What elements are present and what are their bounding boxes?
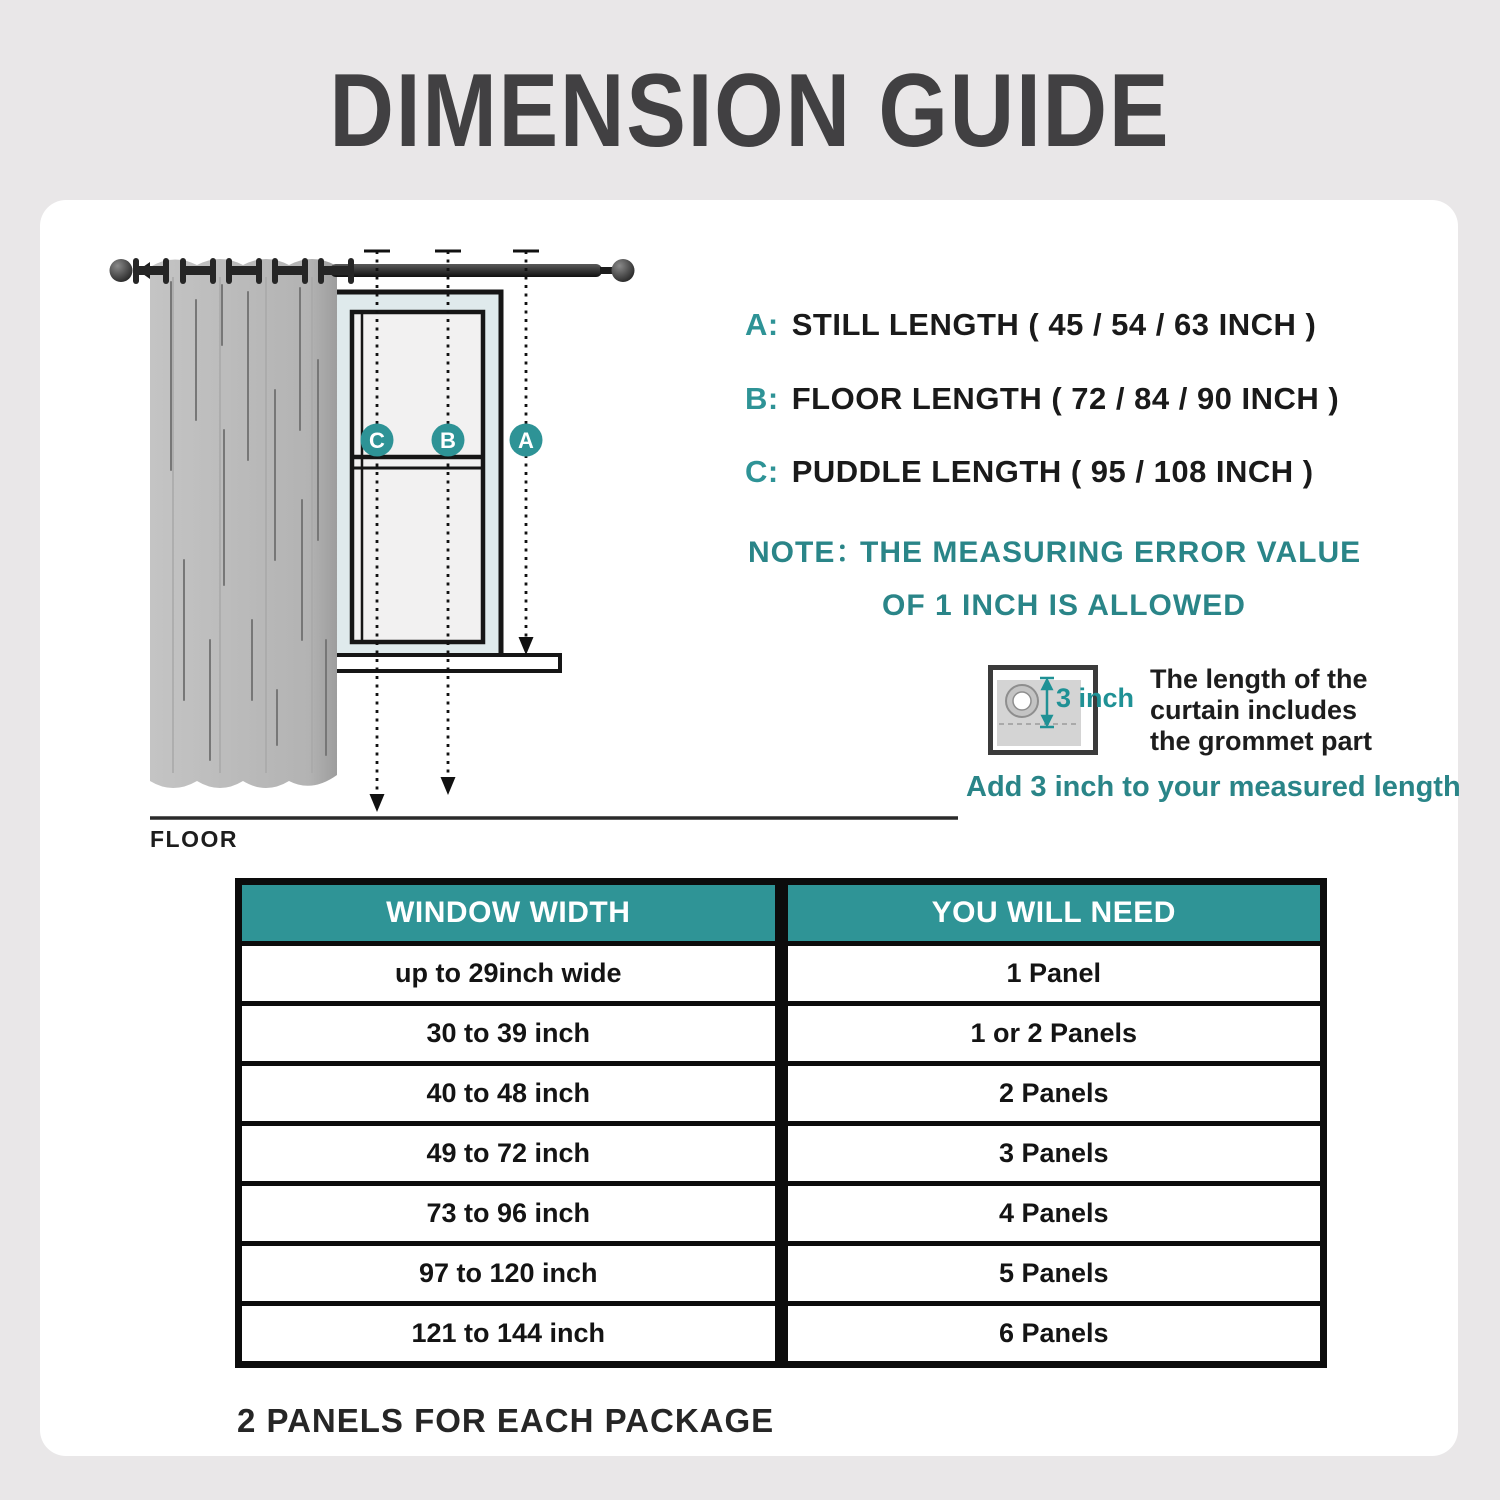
table-row [239, 1244, 1324, 1304]
table-row [239, 1064, 1324, 1124]
window-width-value: 30 to 39 inch [239, 1004, 782, 1064]
legend-line-a [745, 308, 1316, 342]
panels-needed-value: 1 Panel [781, 944, 1324, 1004]
window-width-value: 73 to 96 inch [239, 1184, 782, 1244]
arrowhead-a [519, 637, 534, 655]
legend-prefix-c: C: [745, 454, 779, 489]
table-row [239, 1304, 1324, 1365]
package-note: 2 PANELS FOR EACH PACKAGE [237, 1402, 775, 1439]
panels-needed-value: 2 Panels [781, 1064, 1324, 1124]
legend-text-b: FLOOR LENGTH ( 72 / 84 / 90 INCH ) [791, 381, 1340, 416]
note-line2: OF 1 INCH IS ALLOWED [882, 589, 1246, 622]
panels-needed-value: 5 Panels [781, 1244, 1324, 1304]
window-sill [331, 655, 560, 671]
grommet-tip: Add 3 inch to your measured length [966, 771, 1461, 803]
panels-needed-value: 3 Panels [781, 1124, 1324, 1184]
rod-finial-right [612, 259, 635, 282]
table-row [239, 1124, 1324, 1184]
window-width-value: 97 to 120 inch [239, 1244, 782, 1304]
panel-size-table [235, 878, 1327, 1368]
table-row [239, 1184, 1324, 1244]
grommet-desc-line3: the grommet part [1150, 726, 1373, 756]
table-header-row [239, 882, 1324, 944]
grommet-measure-label: 3 inch [1056, 683, 1135, 713]
legend-prefix-a: A: [745, 307, 779, 342]
panels-needed-value: 1 or 2 Panels [781, 1004, 1324, 1064]
panels-needed-value: 6 Panels [781, 1304, 1324, 1365]
legend-line-b [745, 382, 1339, 416]
table-row [239, 944, 1324, 1004]
grommet-description [1150, 664, 1372, 757]
panels-needed-value: 4 Panels [781, 1184, 1324, 1244]
legend-text-a: STILL LENGTH ( 45 / 54 / 63 INCH ) [791, 307, 1317, 342]
curtain-illustration [150, 259, 337, 788]
table-row [239, 1004, 1324, 1064]
window-width-value: 49 to 72 inch [239, 1124, 782, 1184]
window-width-value: 121 to 144 inch [239, 1304, 782, 1365]
legend-prefix-b: B: [745, 381, 779, 416]
window-width-value: up to 29inch wide [239, 944, 782, 1004]
marker-a-label: A [518, 428, 534, 453]
note-line1: THE MEASURING ERROR VALUE [860, 536, 1362, 569]
header-you-will-need: YOU WILL NEED [781, 882, 1324, 944]
header-window-width: WINDOW WIDTH [239, 882, 782, 944]
grommet-desc-line1: The length of the [1150, 664, 1368, 694]
arrowhead-b [441, 777, 456, 795]
legend-line-c [745, 455, 1314, 489]
rod-finial-left [110, 259, 133, 282]
page-title [0, 52, 1500, 171]
legend-text-c: PUDDLE LENGTH ( 95 / 108 INCH ) [791, 454, 1314, 489]
grommet-measure-box [988, 665, 1135, 755]
arrowhead-c [370, 794, 385, 812]
marker-c-label: C [369, 428, 385, 453]
grommet-desc-line2: curtain includes [1150, 695, 1358, 725]
window-width-value: 40 to 48 inch [239, 1064, 782, 1124]
note-label: NOTE： [748, 536, 867, 569]
page-title-text: DIMENSION GUIDE [329, 53, 1171, 169]
measurement-markers [361, 424, 543, 457]
floor-label: FLOOR [150, 826, 238, 852]
marker-b-label: B [440, 428, 456, 453]
